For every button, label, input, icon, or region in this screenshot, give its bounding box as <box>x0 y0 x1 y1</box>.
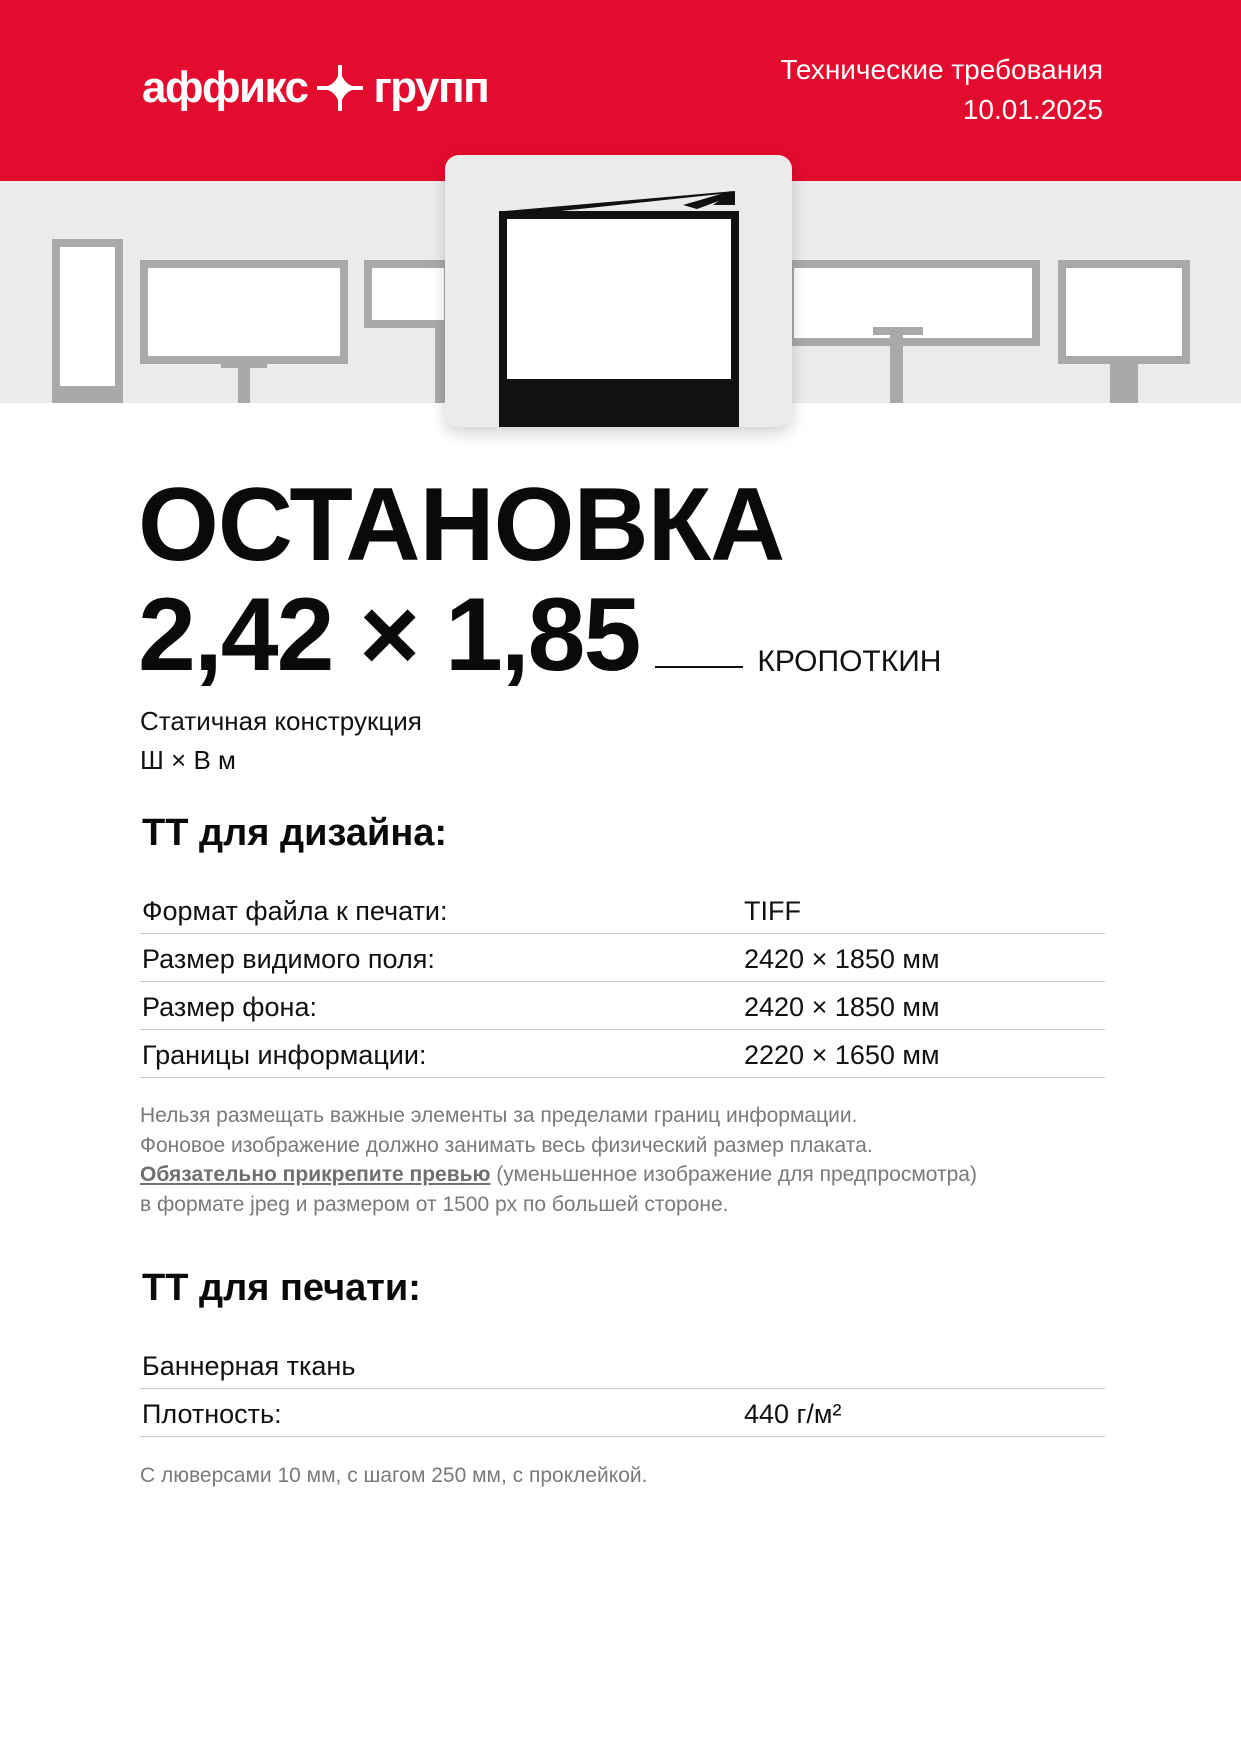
spec-key: Плотность: <box>142 1399 282 1429</box>
spec-value: TIFF <box>744 896 801 926</box>
bus-stop-icon <box>445 155 792 427</box>
note-line: Фоновое изображение должно занимать весь физический размер плаката. <box>140 1133 873 1157</box>
print-note: С люверсами 10 мм, с шагом 250 мм, с проклейкой. <box>140 1464 648 1487</box>
preview-requirement-link: Обязательно прикрепите превью <box>140 1163 491 1186</box>
note-line-rest: (уменьшенное изображение для предпросмотра) <box>490 1163 977 1186</box>
spec-key: Баннерная ткань <box>142 1351 356 1381</box>
brand-name-left: аффикс <box>142 63 308 112</box>
spec-key: Формат файла к печати: <box>142 896 448 926</box>
product-size-row <box>138 577 942 693</box>
print-heading: ТТ для печати: <box>142 1267 421 1309</box>
note-line: в формате jpeg и размером от 1500 px по большей стороне. <box>140 1192 729 1216</box>
table-row <box>140 886 1105 934</box>
spec-value: 2220 × 1650 мм <box>744 1040 940 1070</box>
table-row <box>140 934 1105 982</box>
spec-key: Размер видимого поля: <box>142 944 435 974</box>
design-spec-table <box>140 886 1105 1078</box>
spec-key: Границы информации: <box>142 1040 427 1070</box>
bus-stop-card <box>445 155 792 427</box>
spec-value: 440 г/м² <box>744 1399 842 1429</box>
construction-type: Статичная конструкция <box>140 706 422 736</box>
spec-value: 2420 × 1850 мм <box>744 944 940 974</box>
size-divider-line <box>655 666 743 668</box>
product-city: КРОПОТКИН <box>757 645 942 678</box>
spec-key: Размер фона: <box>142 992 317 1022</box>
document-meta <box>780 50 1103 130</box>
document-date: 10.01.2025 <box>962 94 1103 125</box>
table-row <box>140 982 1105 1030</box>
note-line: Нельзя размещать важные элементы за пределами границ информации. <box>140 1104 858 1127</box>
spec-value: 2420 × 1850 мм <box>744 992 940 1022</box>
design-notes <box>140 1101 977 1219</box>
brand-name-right: групп <box>373 63 489 112</box>
size-units: Ш × В м <box>140 745 236 775</box>
note-line <box>140 1160 977 1190</box>
brand-logo <box>142 62 488 114</box>
table-row <box>140 1341 1105 1389</box>
product-title: ОСТАНОВКА <box>138 467 785 583</box>
table-row <box>140 1389 1105 1437</box>
table-row <box>140 1030 1105 1078</box>
header-bar <box>0 0 1241 181</box>
design-heading: ТТ для дизайна: <box>142 812 448 854</box>
product-size: 2,42 × 1,85 <box>138 577 640 693</box>
document-type: Технические требования <box>780 54 1103 85</box>
print-spec-table <box>140 1341 1105 1437</box>
brand-plus-icon <box>317 65 363 111</box>
